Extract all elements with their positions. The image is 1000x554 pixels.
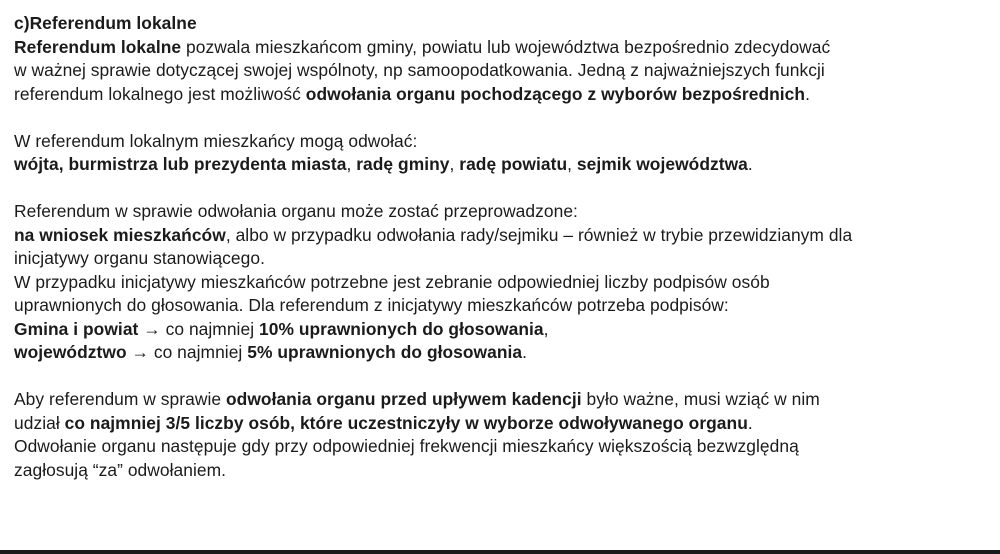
text-line: zagłosują “za” odwołaniem. — [14, 459, 227, 480]
text-line: wójta, burmistrza lub prezydenta miasta, radę gminy, radę powiatu, sejmik województwa. — [14, 154, 753, 174]
paragraph-gap — [14, 177, 996, 201]
text-line: w ważnej sprawie dotyczącej swojej wspólnoty, np samoopodatkowania. Jedną z najważniejszych funkcji — [14, 60, 825, 80]
text-line: udział co najmniej 3/5 liczby osób, które uczestniczyły w wyborze odwoływanego organu. — [14, 412, 753, 433]
text-line: Referendum w sprawie odwołania organu może zostać przeprowadzone: — [14, 201, 578, 221]
text-line: na wniosek mieszkańców, albo w przypadku odwołania rady/sejmiku – również w trybie przewidzianym dla — [14, 224, 853, 245]
paragraph-validity — [14, 388, 996, 482]
text-line: W referendum lokalnym mieszkańcy mogą odwołać: — [14, 130, 418, 151]
section-heading: c)Referendum lokalne — [14, 13, 197, 33]
text-line: uprawnionych do głosowania. Dla referendum z inicjatywy mieszkańców potrzeba podpisów: — [14, 295, 729, 315]
bold-term: Referendum lokalne — [14, 36, 182, 57]
text-line: W przypadku inicjatywy mieszkańców potrzebne jest zebranie odpowiedniej liczby podpisów osób — [14, 271, 770, 292]
text-line: inicjatywy organu stanowiącego. — [14, 248, 265, 268]
text-line: Odwołanie organu następuje gdy przy odpowiedniej frekwencji mieszkańcy większością bezwzględną — [14, 436, 799, 456]
text-line: Referendum lokalne pozwala mieszkańcom gminy, powiatu lub województwa bezpośrednio zdecydować — [14, 36, 831, 57]
threshold-gmina-powiat: Gmina i powiat → co najmniej 10% uprawnionych do głosowania, — [14, 318, 549, 339]
text-line: Aby referendum w sprawie odwołania organu przed upływem kadencji było ważne, musi wziąć w nim — [14, 389, 820, 409]
bottom-border-line — [0, 550, 1000, 554]
paragraph-gap — [14, 365, 996, 389]
threshold-wojewodztwo: województwo → co najmniej 5% uprawnionych do głosowania. — [14, 342, 528, 362]
text-line: referendum lokalnego jest możliwość odwołania organu pochodzącego z wyborów bezpośrednich. — [14, 83, 810, 104]
bold-term: odwołania organu pochodzącego z wyborów bezpośrednich — [305, 83, 806, 104]
paragraph-gap — [14, 106, 996, 130]
paragraph-procedure — [14, 200, 996, 365]
paragraph-intro — [14, 36, 996, 107]
paragraph-who-can-be-recalled — [14, 130, 996, 177]
document-body — [14, 12, 996, 482]
